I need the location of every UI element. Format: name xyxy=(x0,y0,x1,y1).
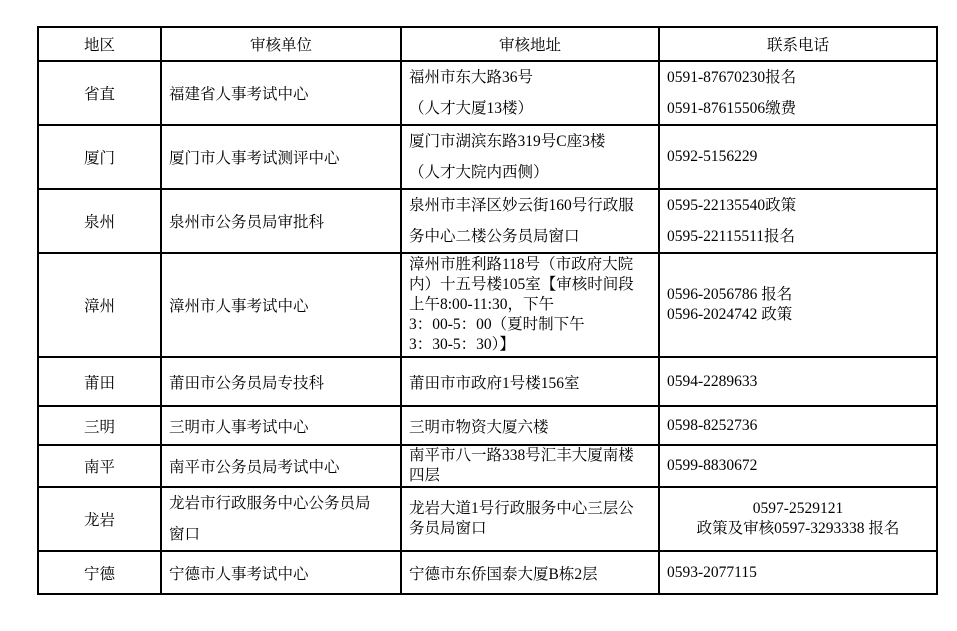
phone-cell: 0593-2077115 xyxy=(659,551,937,594)
header-phone: 联系电话 xyxy=(659,27,937,61)
text-line: 厦门市湖滨东路319号C座3楼 xyxy=(409,133,606,150)
text-line: 0591-87615506缴费 xyxy=(667,100,797,117)
text-line: 0596-2056786 报名 xyxy=(667,286,793,303)
table-row xyxy=(38,253,937,357)
phone-cell xyxy=(659,253,937,357)
table-row xyxy=(38,357,937,406)
phone-cell xyxy=(659,61,937,125)
text-line: （人才大院内西侧） xyxy=(409,164,549,181)
text-line: 上午8:00-11:30，下午 xyxy=(409,296,554,313)
address-cell: 莆田市市政府1号楼156室 xyxy=(401,357,659,406)
review-locations-table xyxy=(37,26,938,595)
text-line: 窗口 xyxy=(169,526,201,543)
address-cell xyxy=(401,445,659,487)
header-row xyxy=(38,27,937,61)
text-line: 南平市八一路338号汇丰大厦南楼 xyxy=(409,447,634,464)
region-cell: 南平 xyxy=(38,445,161,487)
region-cell: 省直 xyxy=(38,61,161,125)
address-cell xyxy=(401,253,659,357)
text-line: 福州市东大路36号 xyxy=(409,69,534,86)
unit-cell: 漳州市人事考试中心 xyxy=(161,253,401,357)
text-line: 内）十五号楼105室【审核时间段 xyxy=(409,276,634,293)
text-line: 泉州市丰泽区妙云街160号行政服 xyxy=(409,197,634,214)
text-line: （人才大厦13楼） xyxy=(409,100,534,117)
text-line: 0596-2024742 政策 xyxy=(667,306,793,323)
table-header xyxy=(38,27,937,61)
address-cell xyxy=(401,189,659,253)
address-cell xyxy=(401,487,659,551)
address-cell: 三明市物资大厦六楼 xyxy=(401,406,659,445)
address-cell: 宁德市东侨国泰大厦B栋2层 xyxy=(401,551,659,594)
text-line: 0595-22135540政策 xyxy=(667,197,797,214)
region-cell: 龙岩 xyxy=(38,487,161,551)
text-line: 四层 xyxy=(409,467,441,484)
table-row xyxy=(38,125,937,189)
phone-cell: 0599-8830672 xyxy=(659,445,937,487)
text-line: 0595-22115511报名 xyxy=(667,228,796,245)
header-unit: 审核单位 xyxy=(161,27,401,61)
table-row xyxy=(38,189,937,253)
region-cell: 莆田 xyxy=(38,357,161,406)
phone-cell: 0594-2289633 xyxy=(659,357,937,406)
unit-cell: 福建省人事考试中心 xyxy=(161,61,401,125)
text-line: 务员局窗口 xyxy=(409,520,487,537)
unit-cell: 宁德市人事考试中心 xyxy=(161,551,401,594)
region-cell: 三明 xyxy=(38,406,161,445)
text-line: 漳州市胜利路118号（市政府大院 xyxy=(409,256,634,273)
phone-cell xyxy=(659,189,937,253)
unit-cell: 莆田市公务员局专技科 xyxy=(161,357,401,406)
unit-cell xyxy=(161,487,401,551)
header-region: 地区 xyxy=(38,27,161,61)
unit-cell: 南平市公务员局考试中心 xyxy=(161,445,401,487)
address-cell xyxy=(401,61,659,125)
region-cell: 宁德 xyxy=(38,551,161,594)
address-cell xyxy=(401,125,659,189)
region-cell: 泉州 xyxy=(38,189,161,253)
region-cell: 漳州 xyxy=(38,253,161,357)
text-line: 0591-87670230报名 xyxy=(667,69,797,86)
phone-cell: 0598-8252736 xyxy=(659,406,937,445)
text-line: 龙岩市行政服务中心公务员局 xyxy=(169,495,371,512)
text-line: 务中心二楼公务员局窗口 xyxy=(409,228,580,245)
text-line: 3：00-5：00（夏时制下午 xyxy=(409,316,585,333)
unit-cell: 厦门市人事考试测评中心 xyxy=(161,125,401,189)
table-row xyxy=(38,551,937,594)
table-row xyxy=(38,61,937,125)
phone-cell: 0592-5156229 xyxy=(659,125,937,189)
text-line: 0597-2529121 xyxy=(752,500,844,517)
unit-cell: 泉州市公务员局审批科 xyxy=(161,189,401,253)
text-line: 龙岩大道1号行政服务中心三层公 xyxy=(409,500,634,517)
table-row xyxy=(38,445,937,487)
text-line: 政策及审核0597-3293338 报名 xyxy=(696,520,900,537)
region-cell: 厦门 xyxy=(38,125,161,189)
phone-cell xyxy=(659,487,937,551)
table-row xyxy=(38,406,937,445)
unit-cell: 三明市人事考试中心 xyxy=(161,406,401,445)
table-row xyxy=(38,487,937,551)
header-address: 审核地址 xyxy=(401,27,659,61)
text-line: 3：30-5：30）】 xyxy=(409,336,515,353)
